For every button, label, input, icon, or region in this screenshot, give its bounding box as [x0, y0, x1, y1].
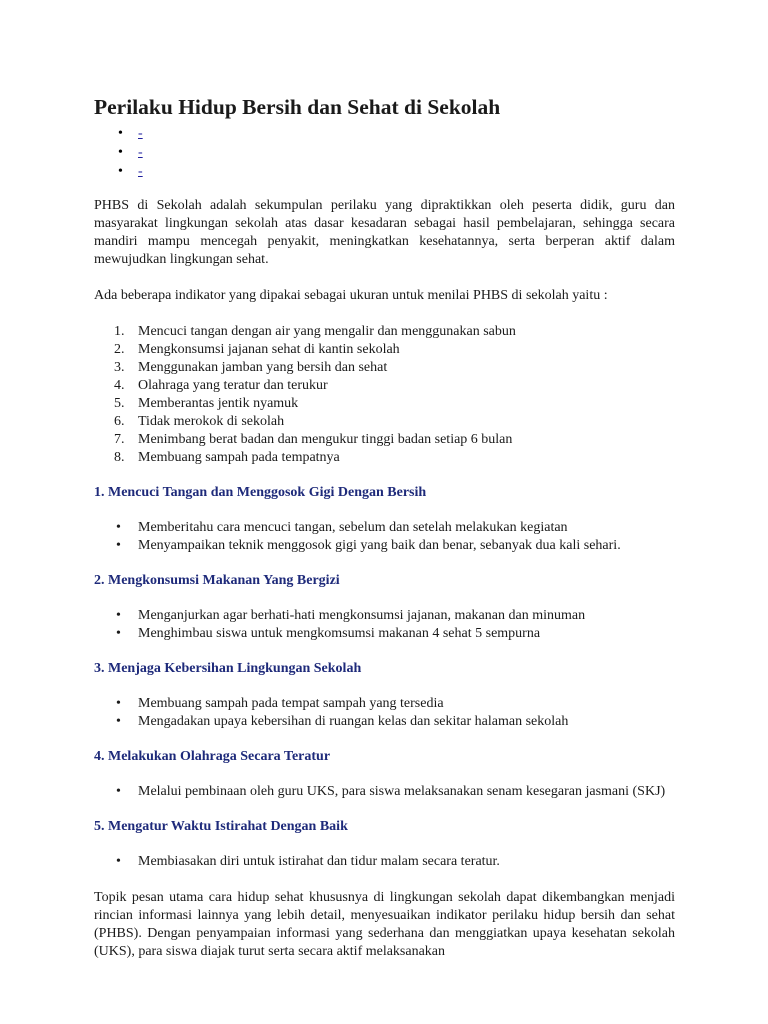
- bullet-list: [94, 783, 675, 801]
- indicators-intro: Ada beberapa indikator yang dipakai sebagai ukuran untuk menilai PHBS di sekolah yaitu :: [94, 288, 608, 303]
- closing-paragraph: Topik pesan utama cara hidup sehat khususnya di lingkungan sekolah dapat dikembangkan menjadi rincian informasi lainnya yang lebih detail, menyesuaikan indikator perilaku hidup bersih dan sehat (PHBS). Dengan penyampaian informasi yang sederhana dan menggiatkan upaya kesehatan sekolah (UKS), para siswa diajak turut serta secara aktif melaksanakan: [94, 890, 675, 959]
- indicator-item: [94, 341, 675, 359]
- item-text: Menimbang berat badan dan mengukur tinggi badan setiap 6 bulan: [138, 432, 513, 447]
- item-number: 5.: [114, 396, 125, 411]
- indicator-item: [94, 377, 675, 395]
- item-text: Menggunakan jamban yang bersih dan sehat: [138, 360, 388, 375]
- bullet-item: • Membuang sampah pada tempat sampah yang tersedia: [94, 695, 675, 713]
- bullet-item: • Menyampaikan teknik menggosok gigi yang baik dan benar, sebanyak dua kali sehari.: [94, 537, 675, 555]
- link-list: [94, 124, 675, 181]
- item-number: 8.: [114, 450, 125, 465]
- list-item: [94, 143, 675, 162]
- page-title: Perilaku Hidup Bersih dan Sehat di Sekolah: [94, 95, 501, 119]
- item-text: Membuang sampah pada tempatnya: [138, 450, 340, 465]
- item-number: 7.: [114, 432, 125, 447]
- link[interactable]: -: [138, 145, 143, 160]
- section-heading: 2. Mengkonsumsi Makanan Yang Bergizi: [94, 573, 340, 588]
- intro-paragraph: PHBS di Sekolah adalah sekumpulan perilaku yang dipraktikkan oleh peserta didik, guru dan masyarakat lingkungan sekolah atas dasar kesadaran sebagai hasil pembelajaran, sehingga secara mandiri mampu mencegah penyakit, meningkatkan kesehatannya, serta berperan aktif dalam mewujudkan lingkungan sehat.: [94, 198, 675, 267]
- item-text: Memberantas jentik nyamuk: [138, 396, 299, 411]
- indicator-item: [94, 449, 675, 467]
- bullet-item: • Membiasakan diri untuk istirahat dan tidur malam secara teratur.: [94, 853, 675, 871]
- item-text: Mengkonsumsi jajanan sehat di kantin sekolah: [138, 342, 400, 357]
- bullet-item: • Melalui pembinaan oleh guru UKS, para siswa melaksanakan senam kesegaran jasmani (SKJ): [94, 783, 675, 801]
- item-text: Olahraga yang teratur dan terukur: [138, 378, 328, 393]
- link[interactable]: -: [138, 126, 143, 141]
- article-body: [94, 94, 675, 961]
- section-heading: 1. Mencuci Tangan dan Menggosok Gigi Dengan Bersih: [94, 485, 427, 500]
- item-text: Tidak merokok di sekolah: [138, 414, 285, 429]
- indicator-list: [94, 323, 675, 467]
- item-text: Mencuci tangan dengan air yang mengalir dan menggunakan sabun: [138, 324, 516, 339]
- item-number: 6.: [114, 414, 125, 429]
- list-item: [94, 124, 675, 143]
- section-4: [94, 748, 675, 801]
- bullet-item: • Menghimbau siswa untuk mengkomsumsi makanan 4 sehat 5 sempurna: [94, 625, 675, 643]
- section-heading: 3. Menjaga Kebersihan Lingkungan Sekolah: [94, 661, 362, 676]
- item-number: 1.: [114, 324, 125, 339]
- item-number: 3.: [114, 360, 125, 375]
- bullet-item: • Mengadakan upaya kebersihan di ruangan kelas dan sekitar halaman sekolah: [94, 713, 675, 731]
- section-5: [94, 818, 675, 871]
- section-heading: 5. Mengatur Waktu Istirahat Dengan Baik: [94, 819, 348, 834]
- indicator-item: [94, 395, 675, 413]
- bullet-list: [94, 695, 675, 731]
- indicator-item: [94, 323, 675, 341]
- section-1: [94, 484, 675, 555]
- section-3: [94, 660, 675, 731]
- bullet-list: [94, 853, 675, 871]
- item-number: 2.: [114, 342, 125, 357]
- item-number: 4.: [114, 378, 125, 393]
- link[interactable]: -: [138, 164, 143, 179]
- section-heading: 4. Melakukan Olahraga Secara Teratur: [94, 749, 331, 764]
- list-item: [94, 162, 675, 181]
- bullet-list: [94, 607, 675, 643]
- bullet-item: • Memberitahu cara mencuci tangan, sebelum dan setelah melakukan kegiatan: [94, 519, 675, 537]
- indicator-item: [94, 359, 675, 377]
- indicator-item: [94, 431, 675, 449]
- section-2: [94, 572, 675, 643]
- bullet-item: • Menganjurkan agar berhati-hati mengkonsumsi jajanan, makanan dan minuman: [94, 607, 675, 625]
- indicator-item: [94, 413, 675, 431]
- bullet-list: [94, 519, 675, 555]
